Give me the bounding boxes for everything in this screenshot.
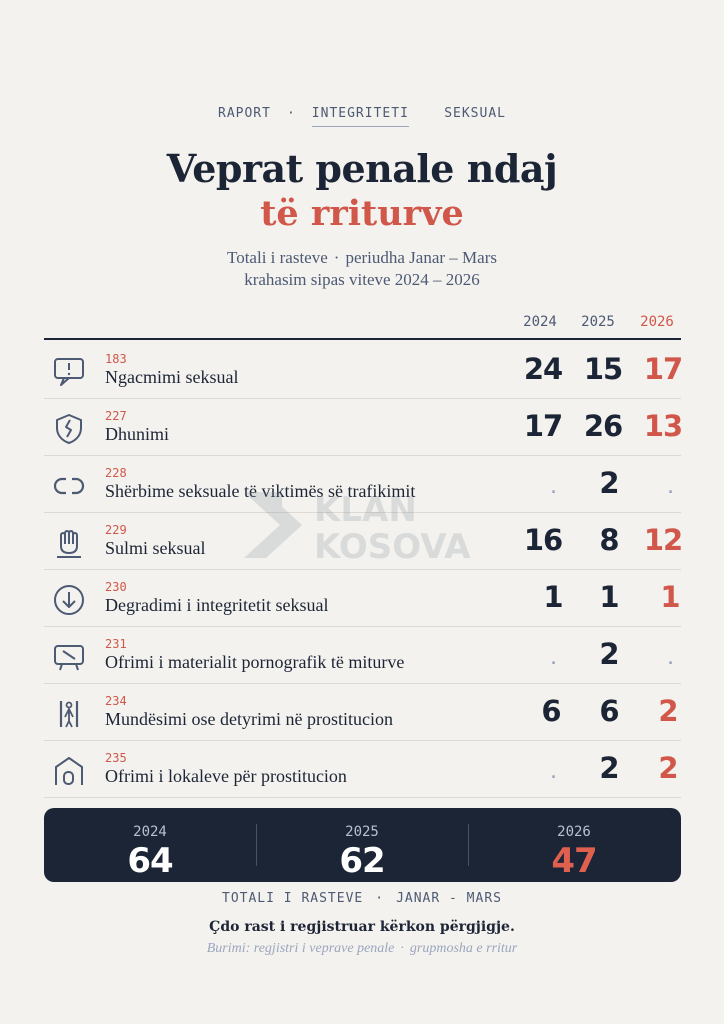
offense-label: Mundësimi ose detyrimi në prostitucion xyxy=(105,709,393,729)
article-code: 235 xyxy=(105,751,127,765)
house-icon xyxy=(52,754,86,788)
table-row xyxy=(44,398,681,456)
totals-caption-label: TOTALI I RASTEVE xyxy=(222,891,364,906)
page-title-accent: të rriturve xyxy=(260,193,464,234)
offense-label: Degradimi i integritetit seksual xyxy=(105,595,329,615)
article-code: 230 xyxy=(105,580,127,594)
table-row xyxy=(44,569,681,627)
value-2026: 1 xyxy=(660,580,680,614)
subtitle-comparison: krahasim sipas viteve 2024 – 2026 xyxy=(244,270,480,289)
value-2025: 2 xyxy=(599,637,619,671)
article-code: 229 xyxy=(105,523,127,537)
value-2026: 12 xyxy=(643,523,683,557)
source-part: Burimi: regjistri i veprave penale xyxy=(206,941,395,956)
article-code: 183 xyxy=(105,352,127,366)
source-note xyxy=(0,941,724,957)
offense-label: Sulmi seksual xyxy=(105,538,206,558)
people-icon xyxy=(52,697,86,731)
value-2024: . xyxy=(550,652,556,668)
klan-kosova-watermark-logo xyxy=(244,488,494,562)
value-2024: 17 xyxy=(523,409,563,443)
value-2024: 6 xyxy=(541,694,561,728)
page-title: Veprat penale ndaj xyxy=(166,146,558,191)
subtitle xyxy=(0,248,724,268)
value-2025: 15 xyxy=(583,352,623,386)
total-year: 2024 xyxy=(133,824,167,840)
table-header-rule xyxy=(44,338,681,340)
kicker-word: RAPORT xyxy=(218,106,271,121)
watermark-line2: KOSOVA xyxy=(314,527,471,562)
kicker-separator: · xyxy=(286,106,296,121)
value-2025: 6 xyxy=(599,694,619,728)
value-2025: 1 xyxy=(599,580,619,614)
table-row xyxy=(44,740,681,798)
offense-label: Ofrimi i materialit pornografik të miturve xyxy=(105,652,405,672)
value-2025: 2 xyxy=(599,466,619,500)
hand-icon xyxy=(52,526,86,560)
value-2025: 26 xyxy=(583,409,623,443)
article-code: 231 xyxy=(105,637,127,651)
total-value: 64 xyxy=(127,841,173,881)
table-row xyxy=(44,341,681,399)
report-kicker xyxy=(0,106,724,121)
value-2025: 2 xyxy=(599,751,619,785)
subtitle-part: Totali i rasteve xyxy=(227,248,328,267)
table-row xyxy=(44,683,681,741)
total-cell-2024 xyxy=(44,808,256,882)
value-2026: . xyxy=(667,481,673,497)
value-2026: 17 xyxy=(643,352,683,386)
broken-shield-icon xyxy=(52,412,86,446)
screen-icon xyxy=(52,640,86,674)
totals-bar xyxy=(44,808,681,882)
total-year: 2026 xyxy=(557,824,591,840)
value-2024: 16 xyxy=(523,523,563,557)
column-header-2024: 2024 xyxy=(523,314,557,330)
total-value: 62 xyxy=(339,841,385,881)
value-2026: . xyxy=(667,652,673,668)
value-2025: 8 xyxy=(599,523,619,557)
kicker-word: INTEGRITETI xyxy=(312,106,409,127)
value-2026: 2 xyxy=(658,751,678,785)
offense-label: Ngacmimi seksual xyxy=(105,367,239,387)
subtitle-separator: · xyxy=(333,248,340,267)
total-year: 2025 xyxy=(345,824,379,840)
offense-label: Ofrimi i lokaleve për prostitucion xyxy=(105,766,347,786)
offense-label: Dhunimi xyxy=(105,424,170,444)
source-part: grupmosha e rritur xyxy=(409,941,518,956)
article-code: 227 xyxy=(105,409,127,423)
value-2024: . xyxy=(550,481,556,497)
totals-caption-period: JANAR - MARS xyxy=(396,891,502,906)
tagline: Çdo rast i regjistruar kërkon përgjigje. xyxy=(209,919,515,935)
subtitle-part: periudha Janar – Mars xyxy=(345,248,497,267)
value-2026: 2 xyxy=(658,694,678,728)
value-2024: . xyxy=(550,766,556,782)
column-header-2026: 2026 xyxy=(640,314,674,330)
offense-label: Shërbime seksuale të viktimës së trafikimit xyxy=(105,481,416,501)
total-cell-2026 xyxy=(468,808,680,882)
speech-bubble-icon xyxy=(52,355,86,389)
value-2024: 1 xyxy=(543,580,563,614)
source-separator: · xyxy=(400,941,404,956)
total-cell-2025 xyxy=(256,808,468,882)
watermark-line1: KLAN xyxy=(314,490,417,530)
value-2024: 24 xyxy=(523,352,563,386)
totals-caption xyxy=(0,891,724,906)
column-header-2025: 2025 xyxy=(581,314,615,330)
totals-caption-separator: · xyxy=(375,891,385,906)
kicker-word: SEKSUAL xyxy=(444,106,506,121)
value-2026: 13 xyxy=(643,409,683,443)
article-code: 228 xyxy=(105,466,127,480)
down-arrow-circle-icon xyxy=(52,583,86,617)
table-row xyxy=(44,626,681,684)
total-value: 47 xyxy=(551,841,597,881)
broken-chain-icon xyxy=(52,469,86,503)
article-code: 234 xyxy=(105,694,127,708)
